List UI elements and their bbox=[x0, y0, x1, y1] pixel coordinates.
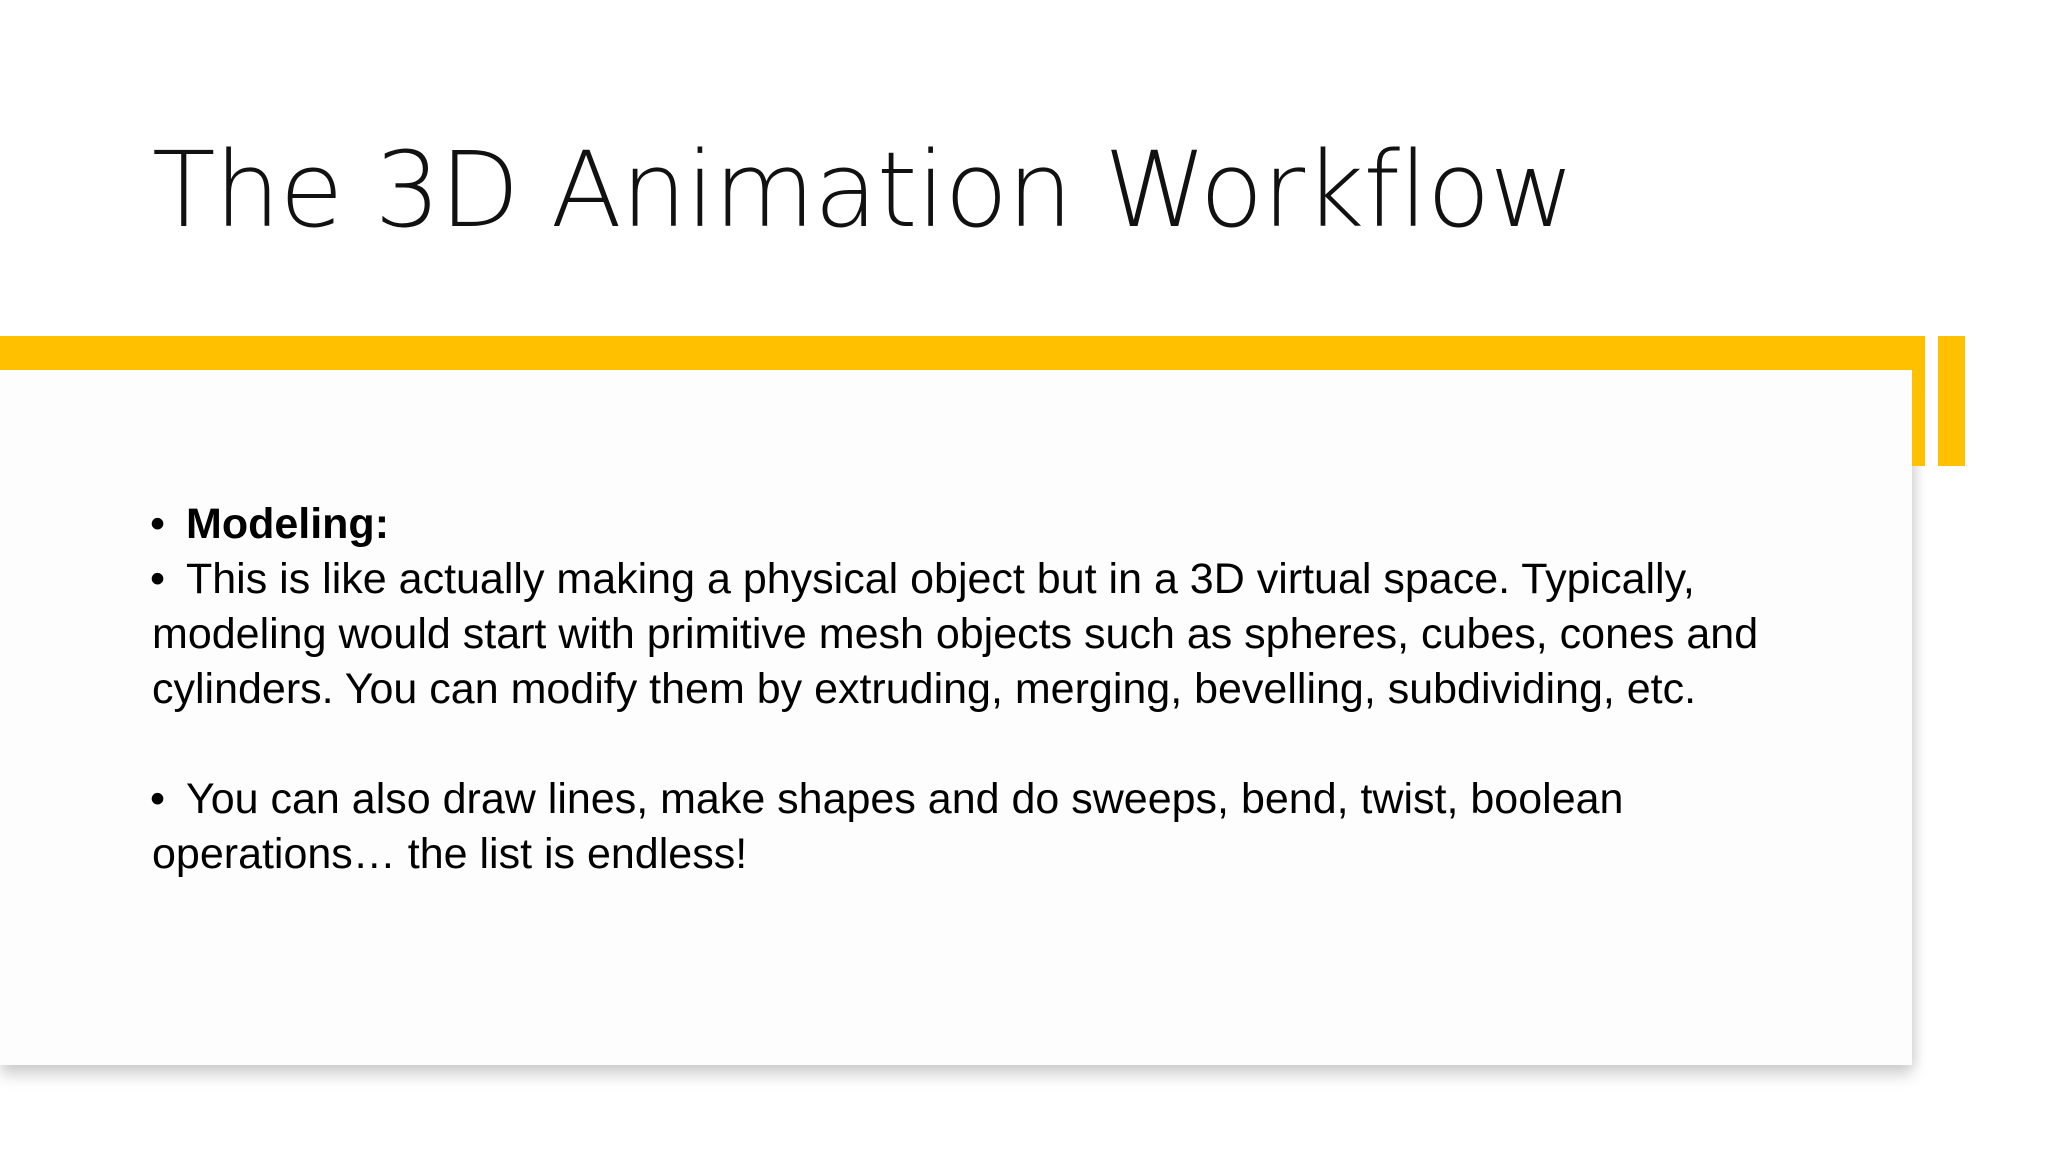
slide-body bbox=[152, 497, 1852, 882]
paragraph-gap bbox=[152, 717, 1852, 772]
accent-vertical-bar bbox=[1938, 336, 1965, 466]
accent-bar bbox=[0, 336, 1925, 370]
bullet-glyph: • bbox=[150, 555, 166, 603]
bullet-heading-modeling: Modeling: bbox=[186, 500, 390, 548]
bullet-item bbox=[152, 552, 1852, 717]
bullet-glyph: • bbox=[150, 775, 166, 823]
accent-vertical-bar bbox=[1912, 336, 1925, 466]
bullet-text-other-operations: You can also draw lines, make shapes and do sweeps, bend, twist, boolean operations… the list is endless! bbox=[152, 775, 1624, 878]
bullet-item bbox=[152, 497, 1852, 552]
bullet-glyph: • bbox=[150, 500, 166, 548]
slide-title: The 3D Animation Workflow bbox=[152, 129, 1574, 251]
bullet-item bbox=[152, 772, 1852, 882]
bullet-text-modeling-description: This is like actually making a physical object but in a 3D virtual space. Typically, modeling would start with primitive mesh objects such as spheres, cubes, cones and cylinders. You can modify them by extruding, merging, bevelling, subdividing, etc. bbox=[152, 555, 1759, 713]
